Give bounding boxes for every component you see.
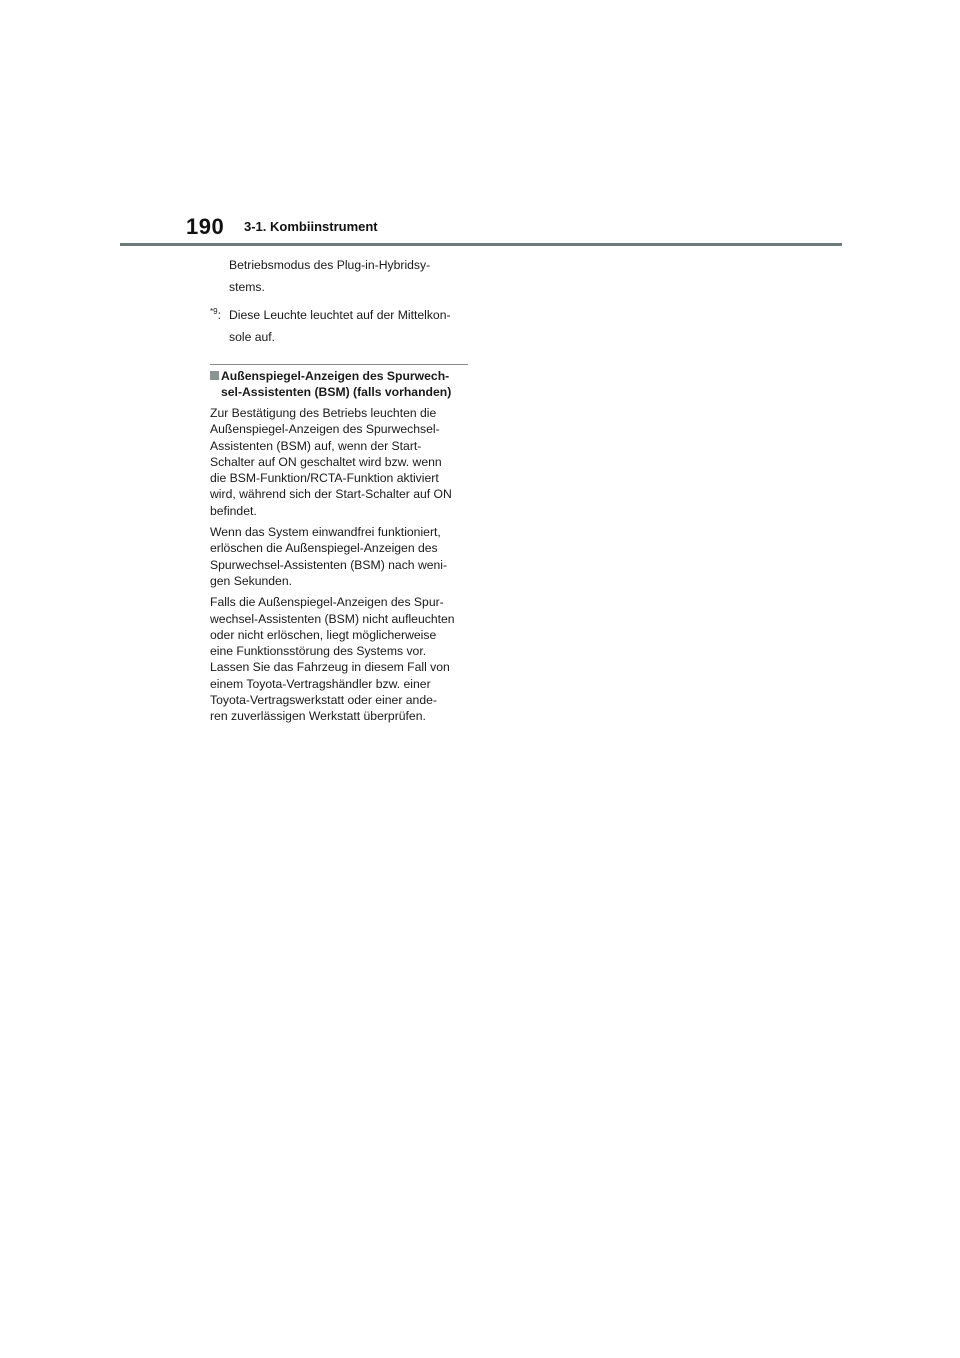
heading-line: sel-Assistenten (BSM) (falls vorhanden) [221,385,452,399]
section-title: 3-1. Kombiinstrument [244,219,378,234]
paragraph-line: Außenspiegel-Anzeigen des Spurwechsel- [210,422,440,437]
section-divider [210,364,468,365]
paragraph-line: Lassen Sie das Fahrzeug in diesem Fall von [210,660,450,675]
heading-line: Außenspiegel-Anzeigen des Spurwech- [221,369,450,383]
text-line: stems. [229,280,265,294]
section-heading [210,368,470,400]
paragraph-line: Falls die Außenspiegel-Anzeigen des Spur- [210,595,444,610]
paragraph-line: Schalter auf ON geschaltet wird bzw. wenn [210,454,442,469]
paragraph-line: wechsel-Assistenten (BSM) nicht aufleuchten [210,611,455,626]
footnote-marker: $^{*9}$: [210,306,221,322]
paragraph-line: eine Funktionsstörung des Systems vor. [210,644,427,659]
paragraph [210,594,470,724]
page-number: 190 [186,214,225,239]
paragraph [210,524,470,589]
paragraph-line: Assistenten (BSM) auf, wenn der Start- [210,438,422,453]
header-rule [120,243,842,246]
paragraph-line: ren zuverlässigen Werkstatt überprüfen. [210,709,426,724]
text-column [210,254,470,725]
paragraph-line: Wenn das System einwandfrei funktioniert, [210,525,441,540]
paragraph-line: befindet. [210,503,257,518]
footnote-line: sole auf. [229,330,276,344]
paragraph-line: Spurwechsel-Assistenten (BSM) nach weni- [210,557,448,572]
square-bullet-icon [210,371,219,380]
footnote-line: Diese Leuchte leuchtet auf der Mittelkon- [229,308,451,322]
paragraph-line: erlöschen die Außenspiegel-Anzeigen des [210,541,438,556]
paragraph-line: Toyota-Vertragswerkstatt oder einer ande- [210,693,437,708]
paragraph-line: gen Sekunden. [210,573,292,588]
paragraph [210,405,470,519]
paragraph-line: einem Toyota-Vertragshändler bzw. einer [210,676,431,691]
paragraph-line: Zur Bestätigung des Betriebs leuchten die [210,406,437,420]
text-line: Betriebsmodus des Plug-in-Hybridsy- [229,258,431,272]
footnote [210,304,470,348]
paragraph-line: wird, während sich der Start-Schalter auf ON [210,487,452,502]
paragraph-line: die BSM-Funktion/RCTA-Funktion aktiviert [210,471,439,486]
paragraph-line: oder nicht erlöschen, liegt möglicherweise [210,627,437,642]
continuation-text [210,254,470,298]
